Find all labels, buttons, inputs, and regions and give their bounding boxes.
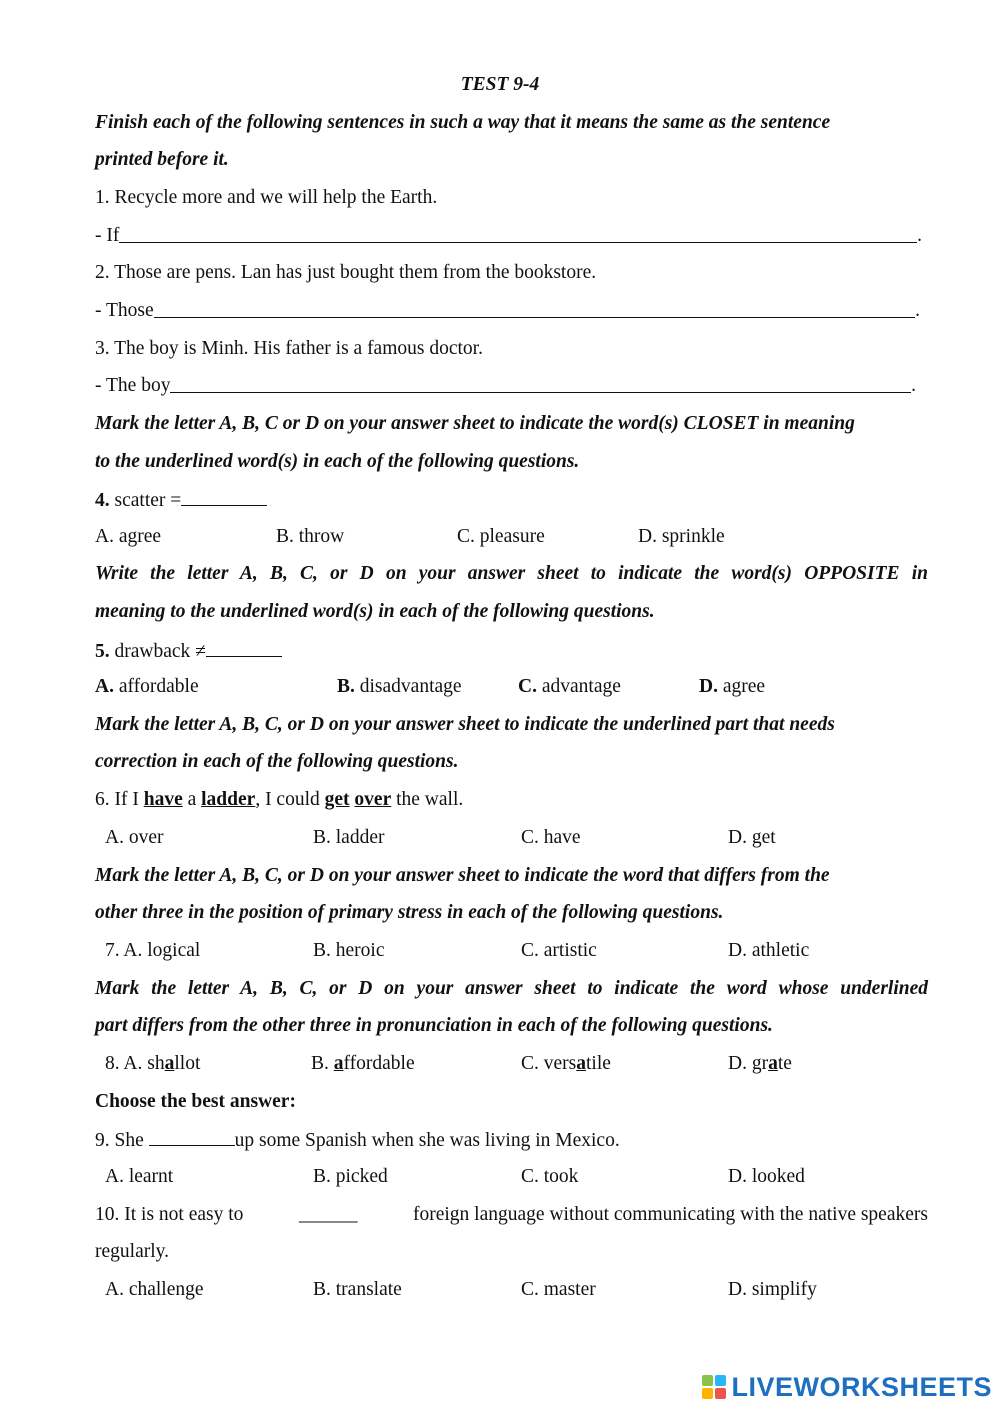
underlined-have: have (143, 789, 183, 810)
option-9c[interactable]: C. took (521, 1166, 579, 1187)
question-4-text: scatter = (109, 490, 182, 511)
option-5c-letter: C. (518, 676, 537, 697)
question-10-blank[interactable]: ______ (298, 1204, 358, 1225)
question-10-pre: 10. It is not easy to (95, 1204, 244, 1225)
answer-blank-3[interactable] (170, 374, 911, 393)
answer-end-1: . (917, 225, 922, 246)
option-5d-text: agree (717, 676, 766, 697)
answer-blank-1[interactable] (119, 224, 917, 243)
option-6a[interactable]: A. over (105, 827, 164, 848)
question-6-part: the wall. (391, 789, 464, 810)
option-5d-letter: D. (699, 676, 718, 697)
question-3: 3. The boy is Minh. His father is a famous doctor. (95, 338, 483, 359)
question-5 (95, 638, 928, 664)
underlined-over: over (354, 789, 392, 810)
question-6 (95, 788, 928, 812)
option-8d-post: te (777, 1053, 792, 1074)
question-10 (95, 1203, 928, 1227)
question-4-blank[interactable] (181, 487, 267, 506)
option-8c-underlined: a (576, 1053, 586, 1074)
option-5c[interactable] (518, 675, 621, 699)
option-8a-pre: 8. A. sh (105, 1053, 165, 1074)
option-8d-underlined: a (768, 1053, 778, 1074)
option-8a-post: llot (174, 1053, 201, 1074)
question-1: 1. Recycle more and we will help the Earth. (95, 187, 438, 208)
answer-prompt-2: - Those (95, 300, 154, 321)
question-9-blank[interactable] (149, 1127, 235, 1146)
liveworksheets-grid-icon (701, 1374, 727, 1400)
instruction-opposite-line2: meaning to the underlined word(s) in each of the following questions. (95, 601, 655, 622)
option-9b[interactable]: B. picked (313, 1166, 388, 1187)
instruction-rewrite-line1: Finish each of the following sentences in such a way that it means the same as the sentence (95, 112, 831, 133)
question-10-post: foreign language without communicating with the native speakers (413, 1204, 928, 1225)
option-8b-pre: B. (311, 1053, 334, 1074)
option-8c-post: tile (586, 1053, 611, 1074)
instruction-closest-line2: to the underlined word(s) in each of the following questions. (95, 451, 580, 472)
option-10b[interactable]: B. translate (313, 1279, 402, 1300)
question-6-part: , I could (255, 789, 325, 810)
question-5-text: drawback ≠ (109, 641, 206, 662)
instruction-stress-line2: other three in the position of primary stress in each of the following questions. (95, 902, 724, 923)
option-7b[interactable]: B. heroic (313, 940, 385, 961)
option-8a-underlined: a (164, 1053, 175, 1074)
answer-end-2: . (915, 300, 920, 321)
option-7c[interactable]: C. artistic (521, 940, 597, 961)
answer-row-3 (95, 374, 916, 398)
question-5-number: 5. (95, 641, 110, 662)
option-4a[interactable]: A. agree (95, 526, 162, 547)
option-10d[interactable]: D. simplify (728, 1279, 817, 1300)
answer-blank-2[interactable] (154, 299, 915, 318)
option-8d[interactable] (728, 1052, 792, 1076)
answer-prompt-1: - If (95, 225, 120, 246)
option-4c[interactable]: C. pleasure (457, 526, 545, 547)
option-10a[interactable]: A. challenge (105, 1279, 204, 1300)
option-9d[interactable]: D. looked (728, 1166, 805, 1187)
option-5c-text: advantage (536, 676, 621, 697)
option-6d[interactable]: D. get (728, 827, 776, 848)
instruction-rewrite-line2: printed before it. (95, 149, 229, 170)
option-4d[interactable]: D. sprinkle (638, 526, 725, 547)
option-5d[interactable] (699, 675, 765, 699)
option-5b[interactable] (337, 675, 462, 699)
instruction-correction-line2: correction in each of the following questions. (95, 751, 459, 772)
question-10-continuation: regularly. (95, 1241, 169, 1262)
option-5a-text: affordable (113, 676, 199, 697)
instruction-closest-line1: Mark the letter A, B, C or D on your answer sheet to indicate the word(s) CLOSET in meaning (95, 413, 855, 434)
option-8c[interactable] (521, 1052, 611, 1076)
instruction-pronunciation-line2: part differs from the other three in pronunciation in each of the following questions. (95, 1015, 773, 1036)
instruction-stress-line1: Mark the letter A, B, C, or D on your answer sheet to indicate the word that differs from the (95, 865, 830, 886)
question-9-post: up some Spanish when she was living in Mexico. (234, 1130, 620, 1151)
option-5a[interactable] (95, 675, 199, 699)
underlined-ladder: ladder (201, 789, 256, 810)
option-7d[interactable]: D. athletic (728, 940, 810, 961)
question-2: 2. Those are pens. Lan has just bought them from the bookstore. (95, 262, 597, 283)
question-6-part: 6. If I (95, 789, 144, 810)
question-5-blank[interactable] (206, 638, 282, 657)
answer-prompt-3: - The boy (95, 375, 171, 396)
liveworksheets-logo[interactable] (701, 1371, 992, 1403)
answer-end-3: . (911, 375, 916, 396)
heading-best-answer: Choose the best answer: (95, 1091, 296, 1112)
instruction-correction-line1: Mark the letter A, B, C, or D on your answer sheet to indicate the underlined part that needs (95, 714, 835, 735)
option-5b-letter: B. (337, 676, 355, 697)
question-9-pre: 9. She (95, 1130, 149, 1151)
instruction-pronunciation-line1: Mark the letter A, B, C, or D on your answer sheet to indicate the word whose underlined (95, 978, 928, 999)
option-5a-letter: A. (95, 676, 114, 697)
option-8d-pre: D. gr (728, 1053, 769, 1074)
option-9a[interactable]: A. learnt (105, 1166, 174, 1187)
option-7a[interactable]: 7. A. logical (105, 940, 201, 961)
page-title: TEST 9-4 (460, 74, 540, 95)
question-6-part: a (182, 789, 202, 810)
option-8c-pre: C. vers (521, 1053, 577, 1074)
option-6c[interactable]: C. have (521, 827, 581, 848)
option-4b[interactable]: B. throw (276, 526, 345, 547)
option-10c[interactable]: C. master (521, 1279, 596, 1300)
option-8b-underlined: a (333, 1053, 344, 1074)
option-8b[interactable] (311, 1052, 415, 1076)
question-4-number: 4. (95, 490, 110, 511)
option-6b[interactable]: B. ladder (313, 827, 385, 848)
answer-row-1 (95, 224, 922, 248)
option-8a[interactable] (105, 1052, 200, 1076)
option-5b-text: disadvantage (354, 676, 462, 697)
question-4 (95, 487, 928, 513)
answer-row-2 (95, 299, 920, 323)
logo-text: LIVEWORKSHEETS (731, 1371, 992, 1402)
question-9 (95, 1127, 928, 1153)
option-8b-post: ffordable (343, 1053, 415, 1074)
underlined-get: get (324, 789, 350, 810)
instruction-opposite-line1: Write the letter A, B, C, or D on your answer sheet to indicate the word(s) OPPOSITE in (95, 563, 928, 584)
